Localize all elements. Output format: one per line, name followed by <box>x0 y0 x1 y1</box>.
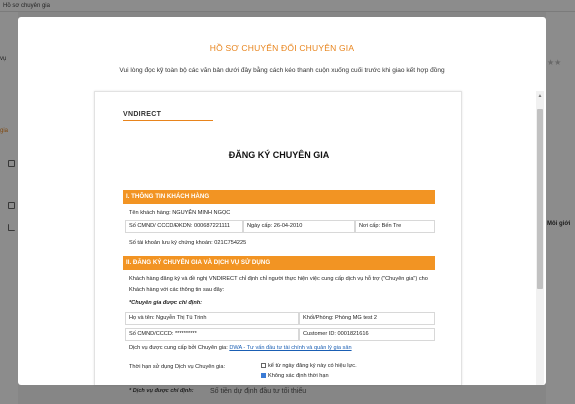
min-investment-label: Số tiền dự định đầu tư tối thiểu <box>210 388 307 395</box>
customer-issue-place: Nơi cấp: Bến Tre <box>355 220 435 233</box>
term-option2-label: Không xác định thời hạn <box>268 373 329 379</box>
browser-tab-title: Hồ sơ chuyên gia <box>0 0 575 12</box>
service-line <box>129 345 352 351</box>
service-term-label: Thời hạn sử dụng Dịch vụ Chuyên gia: <box>129 364 226 370</box>
customer-id-number: Số CMND/ CCCD/ĐKDN: 000687221111 <box>125 220 243 233</box>
customer-name: Tên khách hàng: NGUYỄN MINH NGỌC <box>129 210 231 216</box>
document-scrollbar-thumb[interactable] <box>537 109 543 289</box>
customer-issue-date: Ngày cấp: 26-04-2010 <box>243 220 355 233</box>
logo-underline <box>123 120 213 121</box>
section-expert-registration-heading: II. ĐĂNG KÝ CHUYÊN GIA VÀ DỊCH VỤ SỬ DỤNG <box>123 256 435 270</box>
term-from-effective-checkbox[interactable] <box>261 363 266 368</box>
service-label: Dịch vụ được cung cấp bởi Chuyên gia: <box>129 345 228 351</box>
assigned-service-heading: * Dịch vụ được chỉ định: <box>129 388 194 394</box>
modal-title: HỒ SƠ CHUYỂN ĐỔI CHUYÊN GIA <box>209 43 355 53</box>
expert-customer-id: Customer ID: 0001821616 <box>299 328 435 341</box>
rating-stars-icon: ★★ <box>547 58 562 67</box>
term-indefinite-checkbox[interactable] <box>261 373 266 378</box>
registration-intro-line2: Khách hàng với các thông tin sau đây: <box>129 287 225 293</box>
sidebar-label: vụ <box>0 56 7 62</box>
expert-id-number: Số CMND/CCCD: ********** <box>125 328 299 341</box>
sidebar-label-active: gia <box>0 128 9 134</box>
expert-name: Họ và tên: Nguyễn Thị Tú Trinh <box>125 312 299 325</box>
registration-intro-line1: Khách hàng đăng ký và đề nghị VNDIRECT chỉ định chỉ người thực hiện việc cung cấp dịch vụ hỗ trợ ("Chuyên gia") cho <box>129 276 428 282</box>
scroll-up-icon[interactable]: ▲ <box>537 93 543 99</box>
assigned-expert-heading: *Chuyên gia được chỉ định: <box>129 300 203 306</box>
vndirect-logo: VNDIRECT <box>123 111 162 118</box>
term-option-from-effective[interactable] <box>261 363 357 369</box>
service-link[interactable]: DWA - Tư vấn đầu tư tài chính và quản lý gia sản <box>229 345 352 351</box>
term-option1-label: kể từ ngày đăng ký này có hiệu lực. <box>268 363 357 369</box>
modal-instructions: Vui lòng đọc kỹ toàn bộ các văn bản dưới đây bằng cách kéo thanh cuộn xuống cuối trước khi giao kết hợp đồng <box>119 67 445 74</box>
right-panel-label: Môi giới <box>547 221 571 227</box>
customer-account: Số tài khoản lưu ký chứng khoán: 021C754225 <box>129 240 247 246</box>
section-customer-info-heading: I. THÔNG TIN KHÁCH HÀNG <box>123 190 435 204</box>
expert-branch: Khối/Phòng: Phòng MG test 2 <box>299 312 435 325</box>
term-option-indefinite[interactable] <box>261 373 329 379</box>
document-title: ĐĂNG KÝ CHUYÊN GIA <box>228 150 330 160</box>
